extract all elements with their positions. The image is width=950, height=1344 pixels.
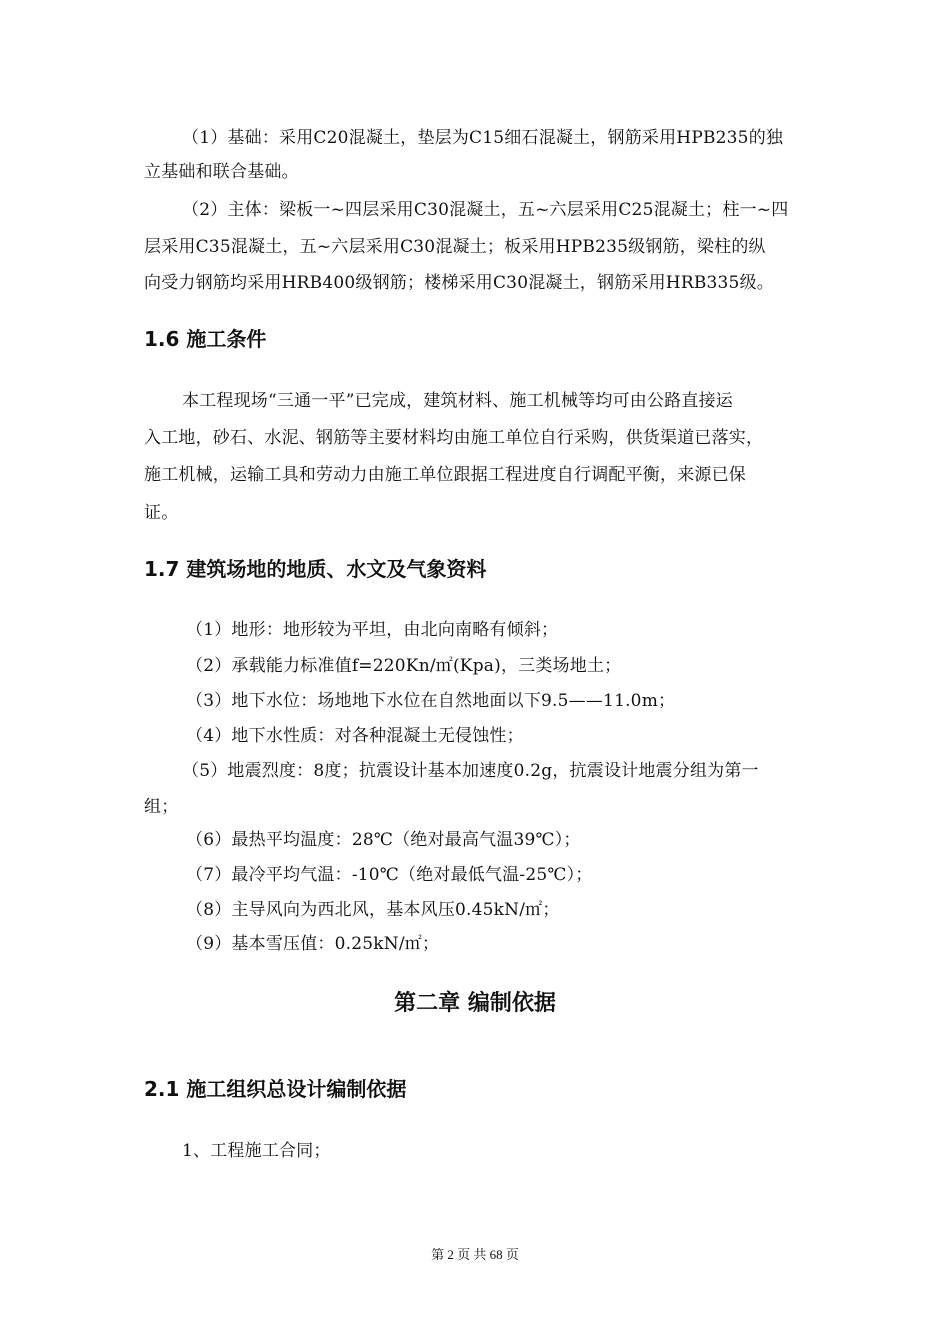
- site-item-3: （3）地下水位：场地地下水位在自然地面以下9.5——11.0m；: [186, 691, 676, 711]
- site-item-5-cont: 组；: [144, 797, 179, 817]
- site-item-5: （5）地震烈度：8度；抗震设计基本加速度0.2g，抗震设计地震分组为第一: [182, 761, 759, 781]
- chapter-title: 第二章 编制依据: [394, 991, 556, 1016]
- site-item-4: （4）地下水性质：对各种混凝土无侵蚀性；: [186, 726, 524, 746]
- site-item-1: （1）地形：地形较为平坦，由北向南略有倾斜；: [186, 620, 559, 640]
- site-item-6: （6）最热平均温度：28℃（绝对最高气温39℃）；: [186, 830, 581, 850]
- para-structure-line-3: 向受力钢筋均采用HRB400级钢筋；楼梯采用C30混凝土，钢筋采用HRB335级。: [144, 273, 774, 293]
- site-item-7: （7）最冷平均气温：-10℃（绝对最低气温-25℃）；: [186, 865, 593, 885]
- site-item-2: （2）承载能力标准值f=220Kn/㎡(Kpa)，三类场地土；: [186, 656, 622, 676]
- section-heading-2-1: 2.1 施工组织总设计编制依据: [144, 1077, 407, 1101]
- para-structure-line-1: （2）主体：梁板一~四层采用C30混凝土，五~六层采用C25混凝土；柱一~四: [182, 200, 789, 220]
- para-conditions-line-2: 入工地，砂石、水泥、钢筋等主要材料均由施工单位自行采购，供货渠道已落实，: [144, 428, 764, 448]
- para-conditions-line-3: 施工机械，运输工具和劳动力由施工单位跟据工程进度自行调配平衡，来源已保: [144, 465, 746, 485]
- para-conditions-line-4: 证。: [144, 503, 179, 523]
- para-foundation-line-1: （1）基础：采用C20混凝土，垫层为C15细石混凝土，钢筋采用HPB235的独: [182, 128, 784, 148]
- section-heading-1-7: 1.7 建筑场地的地质、水文及气象资料: [144, 557, 487, 581]
- section-heading-1-6: 1.6 施工条件: [144, 327, 267, 351]
- para-foundation-line-2: 立基础和联合基础。: [144, 162, 299, 182]
- basis-item-1: 1、工程施工合同；: [182, 1141, 331, 1161]
- para-structure-line-2: 层采用C35混凝土，五~六层采用C30混凝土；板采用HPB235级钢筋，梁柱的纵: [144, 237, 766, 257]
- page-number-footer: 第 2 页 共 68 页: [431, 1247, 519, 1262]
- site-item-9: （9）基本雪压值：0.25kN/㎡；: [186, 934, 440, 954]
- site-item-8: （8）主导风向为西北风，基本风压0.45kN/㎡；: [186, 900, 560, 920]
- para-conditions-line-1: 本工程现场“三通一平”已完成，建筑材料、施工机械等均可由公路直接运: [182, 391, 733, 411]
